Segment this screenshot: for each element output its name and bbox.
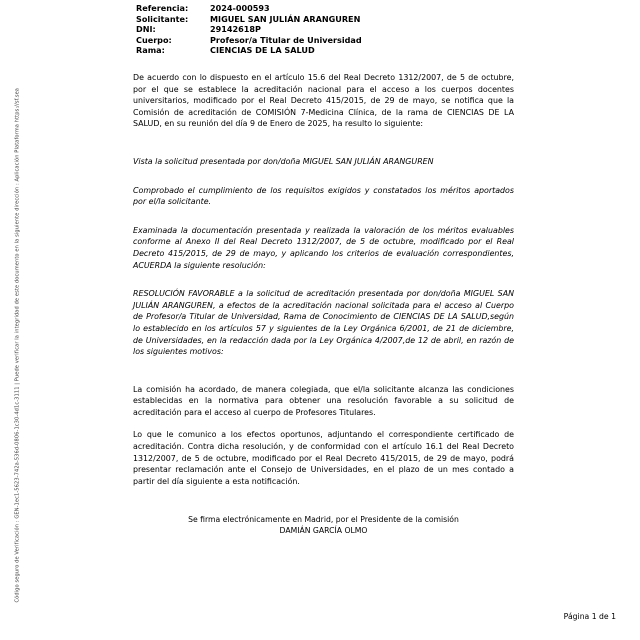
header-label-rama: Rama: (136, 45, 165, 56)
header-row-referencia (136, 3, 536, 14)
signature-block (133, 514, 514, 537)
header-label-cuerpo: Cuerpo: (136, 34, 172, 45)
header-value-solicitante: MIGUEL SAN JULIÁN ARANGUREN (210, 13, 361, 24)
header-label-solicitante: Solicitante: (136, 13, 189, 24)
paragraph-comprobado: Comprobado el cumplimiento de los requisitos exigidos y constatados los méritos aportados por el/la solicitante. (133, 185, 514, 207)
header-row-dni (136, 24, 536, 35)
header-row-rama (136, 45, 536, 56)
paragraph-resolucion: RESOLUCIÓN FAVORABLE a la solicitud de acreditación presentada por don/doña MIGUEL SAN JULIÁN ARANGUREN, a efectos de la acreditación nacional solicitada para el acceso al Cuerpo de Profesor/a Titular de Universidad, Rama de Conocimiento de CIENCIAS DE LA SALUD,según lo establecido en los artículos 57 y siguientes de la Ley Orgánica 6/2001, de 21 de diciembre, de Universidades, en la redacción dada por la Ley Orgánica 4/2007,de 12 de abril, en razón de los siguientes motivos: (133, 289, 514, 357)
header-label-referencia: Referencia: (136, 3, 189, 13)
header-value-referencia: 2024-000593 (210, 3, 270, 13)
applicant-header-block (136, 3, 536, 56)
header-value-rama: CIENCIAS DE LA SALUD (210, 45, 315, 56)
paragraph-examinada: Examinada la documentación presentada y realizada la valoración de los méritos evaluables conforme al Anexo II del Real Decreto 1312/2007, de 5 de octubre, modificado por el Real Decreto 415/2015, de 29 de mayo, y aplicando los criterios de evaluación correspondientes, ACUERDA la siguiente resolución: (133, 225, 514, 270)
header-label-dni: DNI: (136, 24, 156, 35)
paragraph-vista: Vista la solicitud presentada por don/doña MIGUEL SAN JULIÁN ARANGUREN (133, 156, 434, 166)
header-row-cuerpo (136, 35, 536, 46)
signature-statement: Se firma electrónicamente en Madrid, por el Presidente de la comisión (188, 515, 459, 524)
paragraph-intro: De acuerdo con lo dispuesto en el artículo 15.6 del Real Decreto 1312/2007, de 5 de octubre, por el que se establece la acreditación nacional para el acceso a los cuerpos docentes universitarios, modificado por el Real Decreto 415/2015, de 29 de mayo, se notifica que la Comisión de acreditación de COMISIÓN 7-Medicina Clínica, de la rama de CIENCIAS DE LA SALUD, en su reunión del día 9 de Enero de 2025, ha resulto lo siguiente: (133, 73, 514, 129)
paragraph-comunico: Lo que le comunico a los efectos oportunos, adjuntando el correspondiente certificado de acreditación. Contra dicha resolución, y de conformidad con el artículo 16.1 del Real Decreto 1312/2007, de 5 de octubre, modificado por el Real Decreto 415/2015, de 29 de mayo, podrá presentar reclamación ante el Consejo de Universidades, en el plazo de un mes contado a partir del día siguiente a esta notificación. (133, 430, 514, 486)
signature-name: DAMIÁN GARCÍA OLMO (279, 526, 368, 536)
verification-code-text: Código seguro de Verificación : GEN-1ec1-5623-742a-536d-0806-1c30-4d1c-3111 | Puede verificar la integridad de este documento en la siguiente dirección : Aplicación Plataforma https://sf.sea (14, 87, 21, 603)
header-row-solicitante (136, 14, 536, 25)
page-number: Página 1 de 1 (563, 612, 616, 621)
header-value-cuerpo: Profesor/a Titular de Universidad (210, 34, 362, 45)
header-value-dni: 29142618P (210, 24, 261, 35)
verification-code-strip (0, 0, 22, 640)
document-body (133, 72, 514, 487)
paragraph-comision: La comisión ha acordado, de manera colegiada, que el/la solicitante alcanza las condiciones establecidas en la normativa para obtener una resolución favorable a su solicitud de acreditación para el acceso al cuerpo de Profesores Titulares. (133, 384, 514, 417)
